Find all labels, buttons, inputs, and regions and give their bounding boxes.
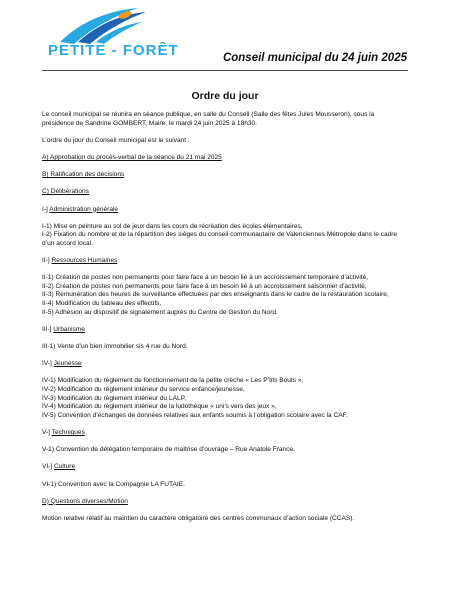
list-item: IV-2) Modification du règlement intérieur du service enfance/jeunesse, xyxy=(42,386,245,393)
section-prefix: I-] xyxy=(42,205,48,213)
intro-paragraph: Le conseil municipal se réunira en séance publique, en salle du Conseil (Salle des fêtes Jules Mousseron), sous la présidence de Sandrine GOMBERT, Maire, le mardi 24 juin 2025 à 18h30. xyxy=(42,111,375,127)
section-title: Ressources Humaines xyxy=(51,257,118,265)
section-heading xyxy=(42,429,408,438)
section-heading xyxy=(42,360,408,369)
list-item: II-3) Rémunération des heures de surveillance effectuées par des enseignants dans le cadre de la restauration scolaire, xyxy=(42,291,389,299)
logo-text: PETITE - FORÊT xyxy=(48,42,179,59)
page-title: Ordre du jour xyxy=(191,90,259,102)
list-item: I-1) Mise en peinture au sol de jeux dans les cours de récréation des écoles élémentaires, xyxy=(42,222,303,230)
lead-text: L’ordre du jour du Conseil municipal est le suivant : xyxy=(42,136,190,144)
list-item: IV-4) Modification du règlement intérieur de la ludothèque « uni’s vers des jeux », xyxy=(42,403,277,411)
section-heading xyxy=(42,326,408,335)
section-heading xyxy=(42,206,408,215)
section-title: Techniques xyxy=(51,428,85,436)
list-item: IV-1) Modification du règlement de fonctionnement de la petite crèche « Les P’tits Bouts », xyxy=(42,377,304,385)
section-title: Culture xyxy=(54,463,76,471)
section-b-heading: B) Ratification des décisions xyxy=(42,171,125,179)
section-heading xyxy=(42,257,408,266)
list-item: IV-3) Modification du règlement intérieur du LALP, xyxy=(42,394,186,402)
logo xyxy=(42,6,179,64)
section-a-heading: A) Approbation du procès-verbal de la séance du 21 mai 2025 xyxy=(42,153,222,161)
list-item: IV-5) Convention d’échanges de données relatives aux enfants soumis à l’obligation scolaire avec la CAF. xyxy=(42,411,348,419)
section-prefix: IV-] xyxy=(42,360,52,368)
document-body xyxy=(42,111,408,524)
section-c-heading: C) Délibérations xyxy=(42,188,89,196)
section-title: Administration générale xyxy=(49,205,119,213)
section-d-heading: D) Questions diverses/Motion xyxy=(42,497,128,505)
header-title: Conseil municipal du 24 juin 2025 xyxy=(222,52,407,64)
motion-text: Motion relative relatif au maintien du caractère obligatoire des centres communaux d’action sociale (CCAS). xyxy=(42,514,355,522)
header-divider xyxy=(42,70,408,71)
list-item: III-1) Vente d’un bien immobilier sis 4 rue du Nord. xyxy=(42,343,188,351)
section-prefix: VI-] xyxy=(42,463,53,471)
section-prefix: II-] xyxy=(42,257,50,265)
section-prefix: V-] xyxy=(42,428,51,436)
list-item: II-5) Adhésion au dispositif de signalement auprès du Centre de Gestion du Nord. xyxy=(42,308,278,316)
logo-swoosh-icon xyxy=(42,6,172,46)
list-item: II-4) Modification du tableau des effectifs, xyxy=(42,300,162,308)
section-title: Jeunesse xyxy=(53,360,82,368)
section-prefix: III-] xyxy=(42,325,52,333)
section-heading xyxy=(42,463,408,472)
section-title: Urbanisme xyxy=(53,325,85,333)
list-item: II-1) Création de postes non permanents pour faire face à un besoin lié à un accroissement temporaire d’activité, xyxy=(42,274,369,282)
list-item: VI-1) Convention avec la Compagnie LA FUTAIE. xyxy=(42,480,185,488)
list-item: I-2) Fixation du nombre et de la répartition des sièges du conseil communautaire de Valenciennes Métropole dans le cadre d’un accord local. xyxy=(42,231,398,247)
list-item: V-1) Convention de délégation temporaire de maîtrise d’ouvrage – Rue Anatole France. xyxy=(42,446,295,454)
list-item: II-2) Création de postes non permanents pour faire face à un besoin lié à un accroissement saisonnier d’activité, xyxy=(42,282,367,290)
